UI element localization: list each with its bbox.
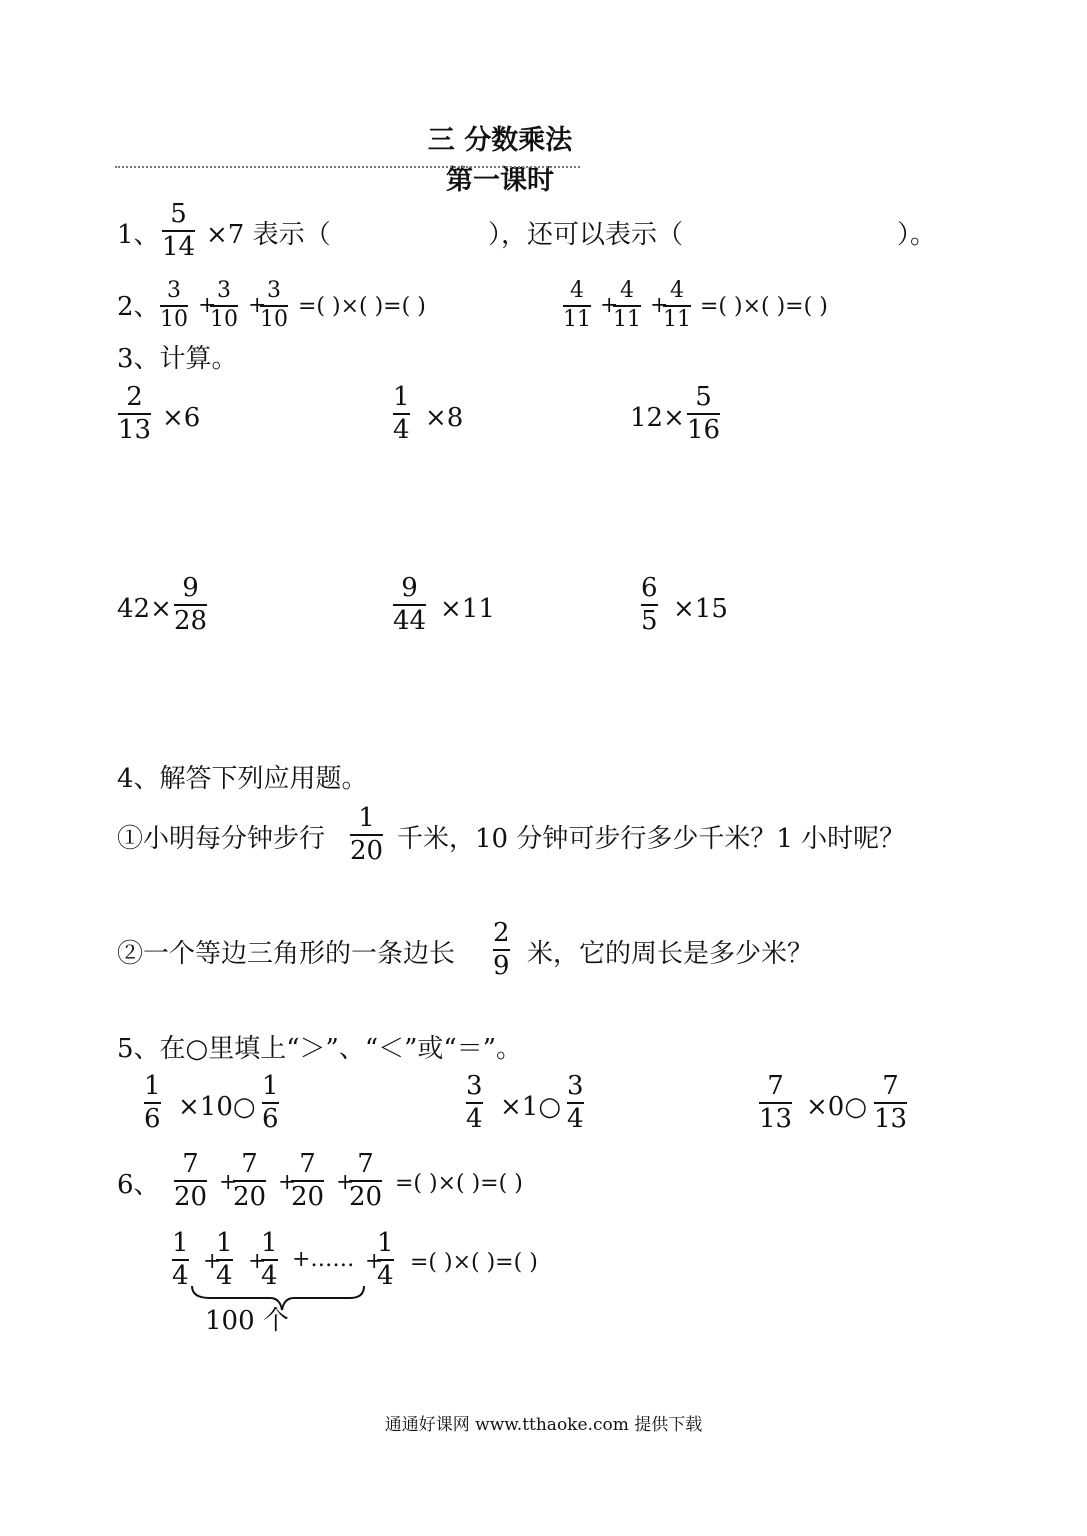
q3-item-5-text: ×11 [440,594,495,624]
plus-sign: + [365,1249,384,1274]
q2-fraction: 4 11 [613,278,641,332]
q3-item-5-fraction: 9 44 [393,573,427,636]
q5-title: 5、在○里填上“＞”、“＜”或“＝”。 [117,1034,522,1064]
q2-answer-blanks: =( )×( )=( ) [700,294,828,319]
q5-item-3-compare: ×0○ [806,1092,868,1122]
q3-title: 3、计算。 [117,344,238,374]
q6-count-label: 100 个 [205,1306,289,1336]
q5-item-1-fraction: 1 6 [262,1071,279,1134]
q1-number: 1、 [117,220,160,250]
q6-number: 6、 [117,1170,160,1200]
plus-sign: + [650,293,669,318]
chapter-title: 三 分数乘法 [427,125,573,156]
plus-sign: + [203,1249,222,1274]
q5-item-2-fraction: 3 4 [466,1071,483,1134]
lesson-title: 第一课时 [446,165,554,196]
q6-answer-blanks: =( )×( )=( ) [410,1250,538,1275]
footer-credit: 通通好课网 www.tthaoke.com 提供下载 [384,1415,703,1435]
q3-item-1-fraction: 2 13 [118,382,152,445]
q4-problem-1-end: 千米，10 分钟可步行多少千米？1 小时呢？ [397,824,906,854]
q5-item-2-compare: ×1○ [500,1092,562,1122]
q5-item-2-fraction: 3 4 [567,1071,584,1134]
q3-item-4-fraction: 9 28 [174,573,208,636]
plus-sign: + [248,293,267,318]
q2-fraction: 3 10 [260,278,288,332]
q5-item-1-fraction: 1 6 [144,1071,161,1134]
q3-item-3-fraction: 5 16 [687,382,721,445]
ellipsis-sum: +…… [292,1247,355,1272]
q1-middle-text: ），还可以表示（ [488,220,684,250]
q6-answer-blanks: =( )×( )=( ) [395,1171,523,1196]
q6-fraction: 7 20 [233,1149,267,1212]
q2-number: 2、 [117,292,160,322]
plus-sign: + [278,1170,297,1195]
q6-fraction: 1 4 [261,1228,278,1291]
denominator: 14 [162,232,196,262]
q4-problem-2-fraction: 2 9 [493,918,510,981]
q4-problem-2-end: 米，它的周长是多少米？ [527,939,814,969]
plus-sign: + [336,1170,355,1195]
q1-expression: ×7 表示（ [206,220,331,250]
q6-fraction: 1 4 [377,1228,394,1291]
q4-problem-1-start: ①小明每分钟步行 [117,824,326,854]
q2-answer-blanks: =( )×( )=( ) [298,294,426,319]
q2-fraction: 3 10 [210,278,238,332]
q6-fraction: 1 4 [216,1228,233,1291]
q2-fraction: 4 11 [663,278,691,332]
q1-end: ）。 [897,220,937,250]
q6-fraction: 7 20 [291,1149,325,1212]
q5-item-3-fraction: 7 13 [874,1071,908,1134]
q6-fraction: 7 20 [349,1149,383,1212]
q3-item-3-text: 12× [630,403,685,433]
q5-item-3-fraction: 7 13 [759,1071,793,1134]
q6-fraction: 1 4 [172,1228,189,1291]
plus-sign: + [219,1170,238,1195]
q6-fraction: 7 20 [174,1149,208,1212]
plus-sign: + [248,1249,267,1274]
dotted-divider [115,166,580,168]
q3-item-6-fraction: 6 5 [641,573,658,636]
q3-item-2-fraction: 1 4 [393,382,410,445]
q5-item-1-compare: ×10○ [178,1092,256,1122]
plus-sign: + [198,293,217,318]
q3-item-2-text: ×8 [425,403,464,433]
q3-item-1-text: ×6 [162,403,201,433]
q3-item-6-text: ×15 [673,594,728,624]
plus-sign: + [600,293,619,318]
numerator: 5 [170,199,187,229]
q4-problem-2-start: ②一个等边三角形的一条边长 [117,939,456,969]
q2-fraction: 3 10 [160,278,188,332]
q3-item-4-text: 42× [117,594,172,624]
q4-title: 4、解答下列应用题。 [117,764,368,794]
q2-fraction: 4 11 [563,278,591,332]
q4-problem-1-fraction: 1 20 [350,803,384,866]
q1-fraction [162,201,195,260]
